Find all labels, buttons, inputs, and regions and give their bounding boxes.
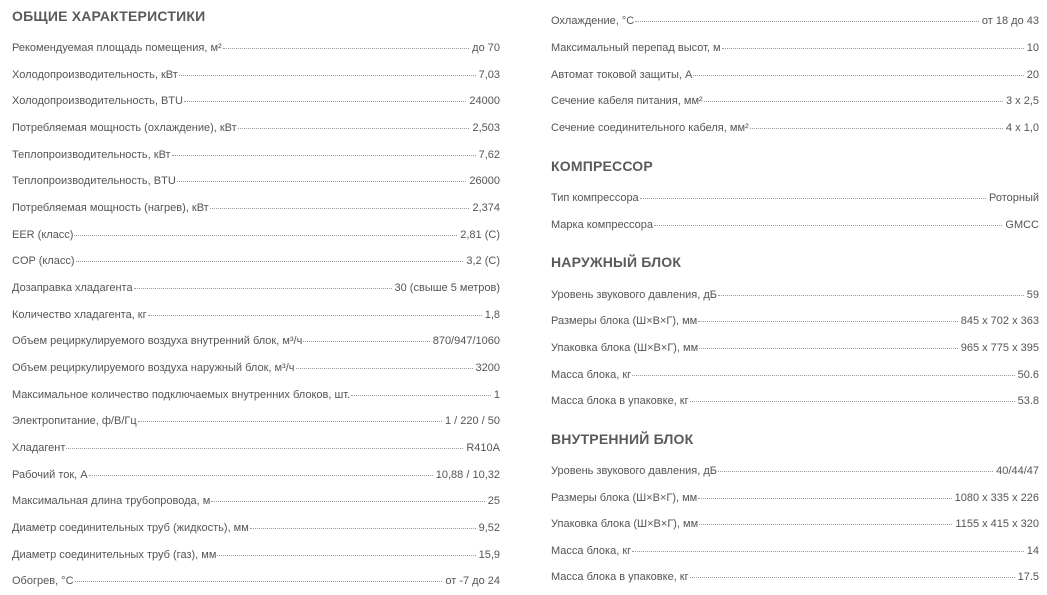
spec-label: Теплопроизводительность, кВт <box>12 149 171 161</box>
spec-label: Упаковка блока (Ш×В×Г), мм <box>551 518 699 530</box>
dot-leader <box>296 368 473 369</box>
dot-leader <box>693 75 1023 76</box>
spec-value: от -7 до 24 <box>445 575 500 587</box>
spec-value: 965 x 775 x 395 <box>960 342 1039 354</box>
spec-label: Диаметр соединительных труб (газ), мм <box>12 549 217 561</box>
spec-value: 26000 <box>469 175 500 187</box>
dot-leader <box>74 235 457 236</box>
spec-value: 20 <box>1026 69 1039 81</box>
spec-row <box>12 229 500 241</box>
spec-value: 30 (свыше 5 метров) <box>394 282 500 294</box>
spec-label: Размеры блока (Ш×В×Г), мм <box>551 492 698 504</box>
spec-value: 40/44/47 <box>996 465 1039 477</box>
section-title-general: ОБЩИЕ ХАРАКТЕРИСТИКИ <box>12 8 206 24</box>
spec-label: Теплопроизводительность, BTU <box>12 175 176 187</box>
dot-leader <box>699 348 958 349</box>
section-title-compressor: КОМПРЕССОР <box>551 158 653 174</box>
spec-row <box>551 219 1039 231</box>
dot-leader <box>211 501 484 502</box>
spec-label: Размеры блока (Ш×В×Г), мм <box>551 315 698 327</box>
spec-label: Количество хладагента, кг <box>12 309 147 321</box>
spec-row <box>551 192 1039 204</box>
dot-leader <box>76 261 464 262</box>
spec-value: 4 x 1,0 <box>1005 122 1039 134</box>
dot-leader <box>654 225 1002 226</box>
spec-value: 17.5 <box>1017 571 1039 583</box>
spec-row <box>551 369 1039 381</box>
spec-value: 7,62 <box>478 149 500 161</box>
dot-leader <box>177 181 467 182</box>
spec-label: Уровень звукового давления, дБ <box>551 289 717 301</box>
dot-leader <box>632 551 1024 552</box>
spec-label: Обогрев, °C <box>12 575 74 587</box>
spec-value: 24000 <box>469 95 500 107</box>
spec-label: Объем рециркулируемого воздуха внутренний блок, м³/ч <box>12 335 303 347</box>
spec-row <box>551 342 1039 354</box>
spec-label: Сечение кабеля питания, мм² <box>551 95 703 107</box>
spec-label: EER (класс) <box>12 229 74 241</box>
spec-row <box>12 575 500 587</box>
spec-row <box>551 545 1039 557</box>
spec-value: 15,9 <box>478 549 500 561</box>
spec-label: Марка компрессора <box>551 219 654 231</box>
spec-row <box>12 495 500 507</box>
spec-row <box>12 389 500 401</box>
spec-row <box>12 122 500 134</box>
spec-value: 3200 <box>475 362 500 374</box>
dot-leader <box>172 155 476 156</box>
spec-row <box>551 42 1039 54</box>
spec-row <box>12 95 500 107</box>
spec-value: 3 x 2,5 <box>1005 95 1039 107</box>
spec-row <box>551 315 1039 327</box>
spec-label: Масса блока, кг <box>551 369 632 381</box>
section-title-outdoor: НАРУЖНЫЙ БЛОК <box>551 254 682 270</box>
spec-label: Рекомендуемая площадь помещения, м² <box>12 42 222 54</box>
spec-value: 2,81 (C) <box>460 229 500 241</box>
spec-label: Уровень звукового давления, дБ <box>551 465 717 477</box>
dot-leader <box>699 524 952 525</box>
spec-value: 9,52 <box>478 522 500 534</box>
dot-leader <box>698 321 957 322</box>
spec-value: от 18 до 43 <box>981 15 1039 27</box>
dot-leader <box>303 341 429 342</box>
spec-value: 50.6 <box>1017 369 1039 381</box>
spec-value: 10,88 / 10,32 <box>435 469 500 481</box>
dot-leader <box>184 101 466 102</box>
spec-row <box>12 255 500 267</box>
dot-leader <box>238 128 470 129</box>
dot-leader <box>223 48 469 49</box>
spec-value: 2,374 <box>472 202 500 214</box>
spec-label: Сечение соединительного кабеля, мм² <box>551 122 749 134</box>
spec-row <box>12 442 500 454</box>
dot-leader <box>698 498 951 499</box>
dot-leader <box>250 528 476 529</box>
spec-label: Максимальный перепад высот, м <box>551 42 721 54</box>
spec-value: 1155 x 415 x 320 <box>955 518 1039 530</box>
spec-row <box>12 335 500 347</box>
spec-label: Хладагент <box>12 442 66 454</box>
spec-row <box>12 362 500 374</box>
spec-label: Диаметр соединительных труб (жидкость), мм <box>12 522 249 534</box>
spec-row <box>12 42 500 54</box>
spec-row <box>551 465 1039 477</box>
dot-leader <box>75 581 443 582</box>
dot-leader <box>210 208 470 209</box>
spec-label: Холодопроизводительность, кВт <box>12 69 178 81</box>
spec-label: Электропитание, ф/В/Гц <box>12 415 137 427</box>
spec-label: Рабочий ток, А <box>12 469 88 481</box>
spec-row <box>551 518 1039 530</box>
spec-value: 14 <box>1026 545 1039 557</box>
spec-label: Тип компрессора <box>551 192 639 204</box>
spec-label: COP (класс) <box>12 255 75 267</box>
dot-leader <box>718 295 1024 296</box>
spec-value: 870/947/1060 <box>432 335 500 347</box>
spec-row <box>551 15 1039 27</box>
spec-label: Холодопроизводительность, BTU <box>12 95 183 107</box>
spec-row <box>12 549 500 561</box>
dot-leader <box>640 198 986 199</box>
spec-value: 845 x 702 x 363 <box>960 315 1039 327</box>
spec-label: Масса блока в упаковке, кг <box>551 395 689 407</box>
spec-value: 59 <box>1026 289 1039 301</box>
spec-value: GMCC <box>1005 219 1039 231</box>
spec-label: Упаковка блока (Ш×В×Г), мм <box>551 342 699 354</box>
section-title-indoor: ВНУТРЕННИЙ БЛОК <box>551 431 694 447</box>
spec-row <box>12 469 500 481</box>
spec-label: Охлаждение, °C <box>551 15 635 27</box>
spec-value: 1 <box>493 389 500 401</box>
spec-label: Максимальная длина трубопровода, м <box>12 495 211 507</box>
spec-label: Масса блока, кг <box>551 545 632 557</box>
spec-value: Роторный <box>988 192 1039 204</box>
spec-label: Максимальное количество подключаемых внутренних блоков, шт. <box>12 389 351 401</box>
spec-value: R410A <box>466 442 500 454</box>
spec-row <box>551 395 1039 407</box>
dot-leader <box>351 395 491 396</box>
spec-row <box>551 122 1039 134</box>
spec-label: Масса блока в упаковке, кг <box>551 571 689 583</box>
spec-value: 10 <box>1026 42 1039 54</box>
spec-row <box>12 309 500 321</box>
spec-value: 2,503 <box>472 122 500 134</box>
spec-row <box>12 202 500 214</box>
spec-row <box>551 289 1039 301</box>
dot-leader <box>632 375 1014 376</box>
spec-row <box>12 522 500 534</box>
spec-row <box>551 69 1039 81</box>
dot-leader <box>704 101 1003 102</box>
dot-leader <box>148 315 482 316</box>
dot-leader <box>718 471 993 472</box>
spec-row <box>12 69 500 81</box>
dot-leader <box>722 48 1024 49</box>
spec-value: до 70 <box>472 42 500 54</box>
dot-leader <box>690 401 1015 402</box>
spec-row <box>551 95 1039 107</box>
spec-row <box>551 492 1039 504</box>
spec-value: 7,03 <box>478 69 500 81</box>
dot-leader <box>217 555 475 556</box>
spec-row <box>551 571 1039 583</box>
dot-leader <box>89 475 433 476</box>
dot-leader <box>179 75 476 76</box>
spec-value: 53.8 <box>1017 395 1039 407</box>
spec-value: 25 <box>487 495 500 507</box>
dot-leader <box>690 577 1015 578</box>
dot-leader <box>134 288 392 289</box>
spec-value: 1080 x 335 x 226 <box>954 492 1039 504</box>
dot-leader <box>138 421 442 422</box>
spec-label: Потребляемая мощность (охлаждение), кВт <box>12 122 237 134</box>
dot-leader <box>66 448 463 449</box>
spec-value: 1 / 220 / 50 <box>444 415 500 427</box>
spec-row <box>12 149 500 161</box>
spec-label: Дозаправка хладагента <box>12 282 133 294</box>
spec-label: Объем рециркулируемого воздуха наружный блок, м³/ч <box>12 362 295 374</box>
spec-row <box>12 415 500 427</box>
spec-label: Автомат токовой защиты, А <box>551 69 693 81</box>
spec-row <box>12 175 500 187</box>
dot-leader <box>750 128 1003 129</box>
spec-label: Потребляемая мощность (нагрев), кВт <box>12 202 209 214</box>
spec-value: 1,8 <box>484 309 500 321</box>
spec-value: 3,2 (C) <box>466 255 500 267</box>
spec-row <box>12 282 500 294</box>
dot-leader <box>635 21 979 22</box>
